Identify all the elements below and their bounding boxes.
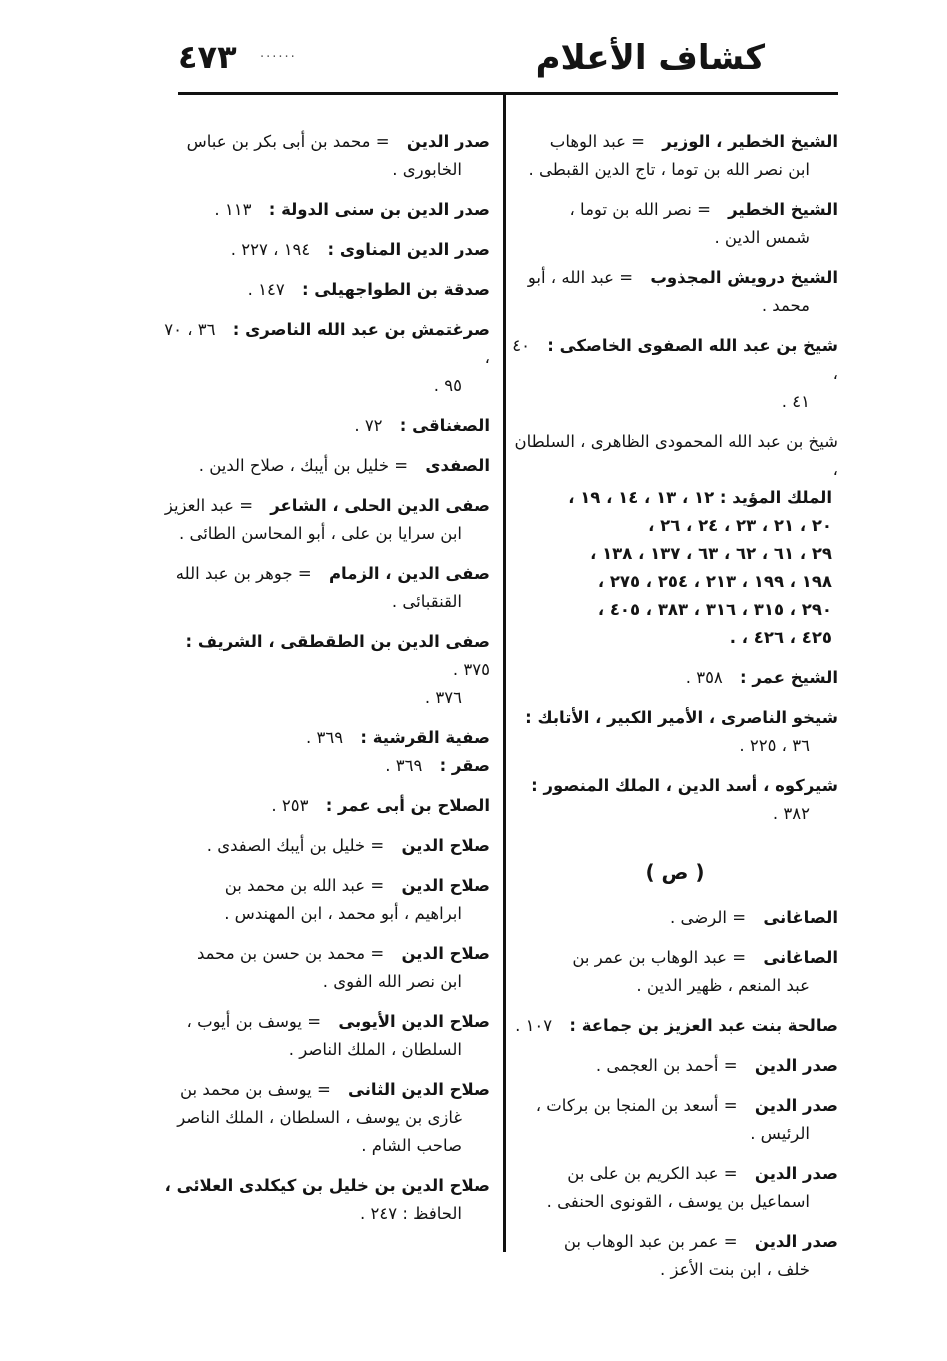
- entry-reference: = عبد الله ، أبو: [527, 268, 634, 287]
- entry-continuation: محمد .: [761, 296, 810, 315]
- entry-reference: ١٩٤ ، ٢٢٧ .: [230, 240, 311, 259]
- left-column: [160, 128, 490, 1240]
- page-number: ٤٧٣: [178, 38, 237, 76]
- entry-reference: = نصر الله بن توما ،: [569, 200, 711, 219]
- entry-line: ٤٢٥ ، ٤٢٦ ، .: [729, 628, 832, 647]
- entry-continuation: الحافظ : ٢٤٧ .: [360, 1204, 462, 1223]
- entry-reference: = محمد بن أبى بكر بن عباس: [186, 132, 390, 151]
- entry-continuation: ابراهيم ، أبو محمد ، ابن المهندس .: [224, 904, 462, 923]
- entry-reference: ٣٦٩ .: [306, 728, 344, 747]
- entry-heading: الشيخ درويش المجذوب: [650, 268, 838, 287]
- entry-line: ٢٩٠ ، ٣١٥ ، ٣١٦ ، ٣٨٣ ، ٤٠٥ ،: [597, 600, 832, 619]
- entry-heading: صدر الدين: [754, 1164, 838, 1183]
- entry-continuation: ٣٧٦ .: [424, 688, 462, 707]
- index-entry: [160, 492, 490, 548]
- entry-continuation: ابن نصر الله بن توما ، تاج الدين القبطى .: [528, 160, 810, 179]
- entry-heading: صدر الدين: [754, 1056, 838, 1075]
- entry-reference: = عمر بن عبد الوهاب بن: [563, 1232, 738, 1251]
- entry-heading: صفى الدين بن الطقطقى ، الشريف :: [185, 632, 490, 651]
- entry-heading: الصاغانى: [763, 908, 838, 927]
- entry-reference: = خليل بن أيبك ، صلاح الدين .: [198, 456, 409, 475]
- entry-reference: ١٠٧ .: [515, 1016, 553, 1035]
- index-entry: [512, 1160, 838, 1216]
- index-entry: [160, 1008, 490, 1064]
- entry-heading: شيركوه ، أسد الدين ، الملك المنصور :: [531, 776, 838, 795]
- index-entry: [512, 904, 838, 932]
- entry-reference: = جوهر بن عبد الله: [175, 564, 312, 583]
- entry-reference: = يوسف بن محمد بن: [179, 1080, 331, 1099]
- entry-reference: = عبد الله بن محمد بن: [224, 876, 385, 895]
- entry-heading: صدر الدين بن سنى الدولة :: [268, 200, 490, 219]
- entry-continuation: القنقبائى .: [391, 592, 462, 611]
- entry-heading: الشيخ عمر :: [740, 668, 838, 687]
- entry-intro: شيخ بن عبد الله المحمودى الظاهرى ، السلطان ،: [514, 432, 838, 479]
- entry-heading: صلاح الدين الثانى: [348, 1080, 490, 1099]
- entry-continuation: اسماعيل بن يوسف ، القونوى الحنفى .: [546, 1192, 810, 1211]
- index-entry: [512, 772, 838, 828]
- entry-heading: صلاح الدين: [401, 944, 490, 963]
- entry-continuation: شمس الدين .: [714, 228, 810, 247]
- entry-line: ١٩٨ ، ١٩٩ ، ٢١٣ ، ٢٥٤ ، ٢٧٥ ،: [597, 572, 832, 591]
- entry-line: ٢٩ ، ٦١ ، ٦٢ ، ٦٣ ، ١٣٧ ، ١٣٨ ،: [590, 544, 832, 563]
- entry-reference: = يوسف بن أيوب ،: [186, 1012, 322, 1031]
- entry-heading: صلاح الدين: [401, 876, 490, 895]
- index-entry: [160, 724, 490, 752]
- entry-continuation: السلطان ، الملك الناصر .: [288, 1040, 462, 1059]
- section-letter: ( ص ): [645, 860, 705, 884]
- entry-reference: ٣٦٩ .: [385, 756, 423, 775]
- entry-reference: ٧٢ .: [354, 416, 383, 435]
- entry-heading: صدقة بن الطواجهيلى :: [301, 280, 490, 299]
- entry-heading: شيخ بن عبد الله الصفوى الخاصكى :: [547, 336, 838, 355]
- index-entry: [512, 128, 838, 184]
- index-entry: [160, 940, 490, 996]
- entry-continuation: عبد المنعم ، ظهير الدين .: [636, 976, 810, 995]
- entry-heading: الصلاح بن أبى عمر :: [325, 796, 490, 815]
- entry-reference: = عبد الوهاب: [549, 132, 645, 151]
- right-column: [512, 128, 838, 1296]
- entry-reference: = عبد الوهاب بن عمر بن: [572, 948, 747, 967]
- entry-line: الملك المؤيد : ١٢ ، ١٣ ، ١٤ ، ١٩ ،: [568, 488, 832, 507]
- index-entry: [160, 236, 490, 264]
- entry-reference: ٣٧٥ .: [452, 660, 490, 679]
- entry-heading: صقر :: [439, 756, 490, 775]
- index-entry: [160, 452, 490, 480]
- index-entry: [512, 1012, 838, 1040]
- entry-heading: صلاح الدين: [401, 836, 490, 855]
- entry-heading: صالحة بنت عبد العزيز بن جماعة :: [569, 1016, 838, 1035]
- entry-continuation: ٤١ .: [781, 392, 810, 411]
- entry-continuation: ابن نصر الله الفوى .: [322, 972, 462, 991]
- entry-heading: صفى الدين ، الزمام: [328, 564, 490, 583]
- entry-continuation: الخابورى .: [392, 160, 462, 179]
- entry-reference: ١١٣ .: [214, 200, 252, 219]
- index-entry: [160, 792, 490, 820]
- index-entry: [160, 832, 490, 860]
- entry-reference: = خليل بن أيبك الصفدى .: [206, 836, 385, 855]
- entry-reference: ١٤٧ .: [247, 280, 285, 299]
- entry-heading: الصاغانى: [763, 948, 838, 967]
- entry-heading: صدر الدين: [754, 1232, 838, 1251]
- index-entry: [512, 196, 838, 252]
- entry-continuation: ابن سرايا بن على ، أبو المحاسن الطائى .: [178, 524, 462, 543]
- index-entry: [160, 196, 490, 224]
- entry-heading: صفية القرشية :: [360, 728, 490, 747]
- entry-continuation: ٩٥ .: [433, 376, 462, 395]
- index-entry: [160, 752, 490, 780]
- entry-heading: صدر الدين المناوى :: [327, 240, 490, 259]
- entry-heading: شيخو الناصرى ، الأمير الكبير ، الأتابك :: [525, 708, 838, 727]
- index-entry: [160, 316, 490, 400]
- page-title: كشاف الأعلام: [535, 38, 765, 78]
- index-entry: [512, 704, 838, 760]
- index-entry: [160, 872, 490, 928]
- index-entry: [160, 412, 490, 440]
- entry-heading: الصفدى: [425, 456, 490, 475]
- index-entry: [512, 264, 838, 320]
- entry-continuation: خلف ، ابن بنت الأعز .: [660, 1260, 810, 1279]
- index-entry: [160, 1172, 490, 1228]
- index-entry: [512, 1228, 838, 1284]
- entry-continuation: ٣٦ ، ٢٢٥ .: [739, 736, 810, 755]
- index-entry: [512, 1052, 838, 1080]
- index-entry: [160, 276, 490, 304]
- entry-heading: صلاح الدين بن خليل بن كيكلدى العلائى ،: [164, 1176, 490, 1195]
- entry-reference: ٤٠ ،: [512, 336, 838, 383]
- index-entry: [160, 560, 490, 616]
- entry-heading: الصغناقى :: [399, 416, 490, 435]
- index-entry: [160, 128, 490, 184]
- entry-reference: = أسعد بن المنجا بن بركات ،: [535, 1096, 738, 1115]
- entry-heading: الشيخ الخطير ، الوزير: [662, 132, 838, 151]
- entry-continuation: ٣٨٢ .: [772, 804, 810, 823]
- entry-heading: صفى الدين الحلى ، الشاعر: [270, 496, 490, 515]
- index-entry: [512, 944, 838, 1000]
- index-entry: [512, 332, 838, 416]
- entry-reference: ٢٥٣ .: [271, 796, 309, 815]
- entry-reference: = عبد الكريم بن على بن: [567, 1164, 738, 1183]
- column-divider: [503, 92, 506, 1252]
- entry-reference: ٣٥٨ .: [685, 668, 723, 687]
- index-entry: [160, 1076, 490, 1160]
- entry-heading: صرغتمش بن عبد الله الناصرى :: [232, 320, 490, 339]
- entry-heading: صدر الدين: [406, 132, 490, 151]
- header-rule: [178, 92, 838, 95]
- entry-reference: = الرضى .: [670, 908, 747, 927]
- entry-reference: = أحمد بن العجمى .: [595, 1056, 738, 1075]
- entry-heading: صلاح الدين الأيوبى: [338, 1012, 490, 1031]
- page-header: [170, 38, 785, 86]
- entry-heading: الشيخ الخطير: [728, 200, 838, 219]
- entry-reference: = محمد بن حسن بن محمد: [196, 944, 385, 963]
- entry-continuation: غازى بن يوسف ، السلطان ، الملك الناصر صاحب الشام .: [177, 1108, 462, 1155]
- header-dots: ......: [260, 46, 297, 61]
- entry-line: ٢٠ ، ٢١ ، ٢٣ ، ٢٤ ، ٢٦ ،: [648, 516, 832, 535]
- entry-reference: ٣٦ ، ٧٠ ،: [164, 320, 490, 367]
- entry-reference: = عبد العزيز: [164, 496, 254, 515]
- index-entry-almuayyad: [512, 428, 838, 652]
- index-entry: [160, 628, 490, 712]
- entry-continuation: الرئيس .: [750, 1124, 810, 1143]
- index-entry: [512, 1092, 838, 1148]
- index-entry: [512, 664, 838, 692]
- entry-heading: صدر الدين: [754, 1096, 838, 1115]
